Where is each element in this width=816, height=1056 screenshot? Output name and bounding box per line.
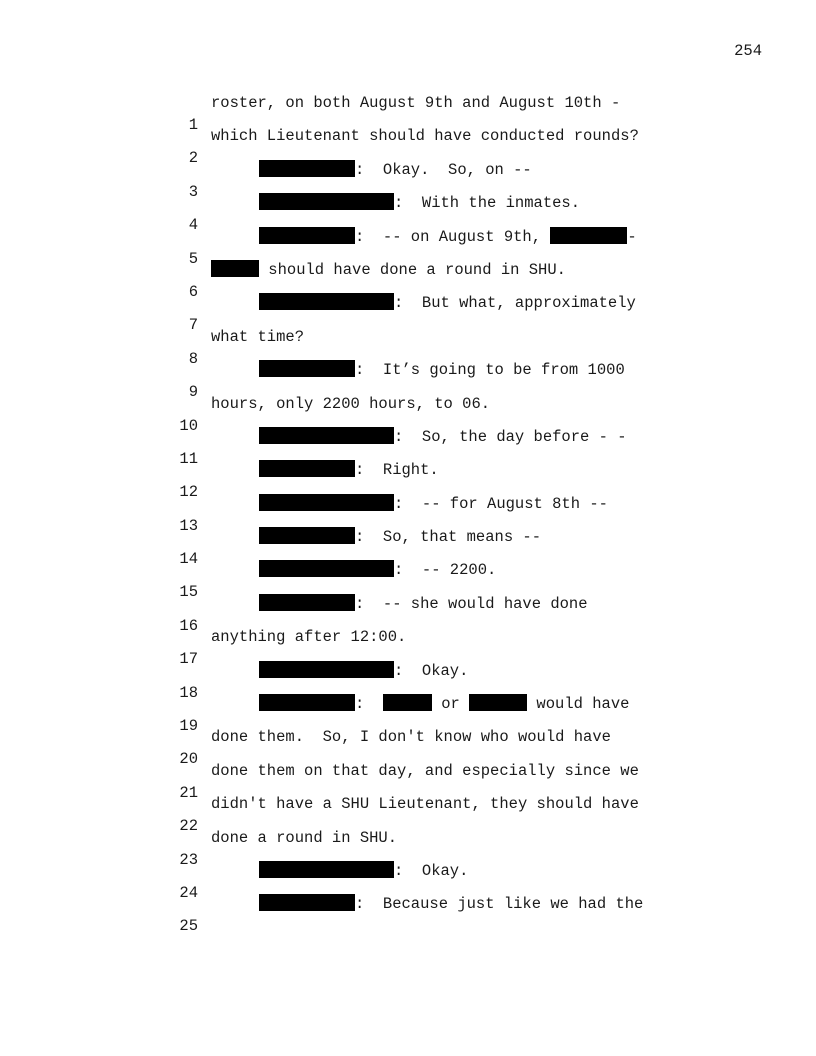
- line-number: 20: [179, 750, 198, 769]
- transcript-line: [170, 159, 730, 201]
- line-number: 21: [179, 783, 198, 802]
- redacted-speaker-name: [259, 694, 355, 711]
- line-text: : -- for August 8th --: [394, 494, 608, 513]
- line-number: 14: [179, 550, 198, 569]
- line-number: 2: [188, 149, 198, 168]
- redacted-speaker-name: [259, 193, 394, 210]
- transcript-line: [170, 426, 730, 468]
- transcript-line: [170, 326, 730, 368]
- line-number: 24: [179, 883, 198, 902]
- transcript-line: [170, 860, 730, 902]
- transcript-line: [170, 359, 730, 402]
- line-number: 13: [179, 516, 198, 535]
- line-text: hours, only 2200 hours, to 06.: [211, 394, 491, 413]
- transcript-line: [170, 793, 730, 836]
- line-number: 19: [179, 717, 198, 736]
- line-number: 8: [188, 349, 198, 368]
- line-number: 9: [188, 383, 198, 402]
- line-text: : Okay. So, on --: [355, 160, 532, 179]
- transcript-line: [170, 192, 730, 235]
- line-number: 25: [179, 917, 198, 936]
- transcript-line: [170, 226, 730, 268]
- line-text-tail: would have: [527, 695, 630, 714]
- line-text: : -- 2200.: [394, 561, 497, 580]
- line-number: 16: [179, 616, 198, 635]
- speaker-line: [259, 159, 532, 181]
- line-number: 1: [188, 116, 198, 134]
- line-text: done them on that day, and especially since we: [211, 761, 639, 780]
- line-text: should have done a round in SHU.: [259, 260, 566, 279]
- speaker-line: [259, 493, 608, 515]
- line-text: : -- on August 9th,: [355, 227, 551, 246]
- line-text: done a round in SHU.: [211, 828, 398, 847]
- speaker-line: [259, 693, 629, 715]
- transcript-line: [170, 893, 730, 936]
- transcript-line: [170, 92, 730, 134]
- speaker-line: [259, 526, 541, 548]
- line-with-redaction: [211, 259, 566, 281]
- line-number: 4: [188, 216, 198, 235]
- speaker-line: [259, 860, 468, 882]
- speaker-line: [259, 893, 643, 915]
- redacted-speaker-name: [259, 560, 394, 577]
- line-text-mid: or: [431, 695, 470, 714]
- transcript-line: [170, 626, 730, 669]
- line-number: 11: [179, 449, 198, 468]
- redacted-speaker-name: [259, 460, 355, 477]
- transcript-line: [170, 259, 730, 301]
- speaker-line: [259, 660, 468, 682]
- line-number: 10: [179, 416, 198, 435]
- line-text-tail: -: [627, 227, 637, 246]
- line-number: 3: [188, 182, 198, 201]
- transcript-line: [170, 593, 730, 635]
- line-text: : Right.: [355, 461, 439, 480]
- transcript-line: [170, 760, 730, 802]
- line-text: didn't have a SHU Lieutenant, they should have: [211, 795, 639, 814]
- line-text: : It’s going to be from 1000: [355, 361, 625, 380]
- line-text: : Because just like we had the: [355, 895, 644, 914]
- transcript-line: [170, 393, 730, 435]
- redacted-speaker-name: [259, 661, 394, 678]
- speaker-line: [259, 559, 496, 581]
- redacted-name: [469, 694, 527, 711]
- line-text: anything after 12:00.: [211, 628, 407, 647]
- transcript-line: [170, 726, 730, 769]
- redacted-speaker-name: [259, 160, 355, 177]
- speaker-line: [259, 593, 588, 615]
- redacted-speaker-name: [259, 227, 355, 244]
- transcript-line: [170, 526, 730, 569]
- line-text: which Lieutenant should have conducted rounds?: [211, 127, 639, 146]
- redacted-speaker-name: [259, 360, 355, 377]
- redacted-name: [211, 260, 259, 277]
- line-text: : But what, approximately: [394, 294, 636, 313]
- line-text: roster, on both August 9th and August 10th -: [211, 94, 621, 112]
- transcript-line: [170, 459, 730, 502]
- line-number: 15: [179, 583, 198, 602]
- redacted-speaker-name: [259, 594, 355, 611]
- speaker-line: [259, 292, 636, 314]
- speaker-line: [259, 192, 580, 214]
- transcript-line: [170, 292, 730, 335]
- redacted-speaker-name: [259, 894, 355, 911]
- line-text: :: [355, 695, 383, 714]
- line-text: : So, that means --: [355, 528, 542, 547]
- line-text: what time?: [211, 327, 305, 346]
- line-number: 17: [179, 650, 198, 669]
- redacted-speaker-name: [259, 293, 394, 310]
- speaker-line: [259, 359, 625, 381]
- line-number: 7: [188, 316, 198, 335]
- transcript-line: [170, 660, 730, 702]
- redacted-speaker-name: [259, 494, 394, 511]
- redacted-speaker-name: [259, 861, 394, 878]
- redacted-speaker-name: [259, 527, 355, 544]
- line-text: : Okay.: [394, 861, 469, 880]
- transcript-line: [170, 559, 730, 602]
- line-text: : -- she would have done: [355, 594, 588, 613]
- page-number: 254: [734, 42, 762, 60]
- transcript-line: [170, 125, 730, 168]
- line-number: 6: [188, 282, 198, 301]
- redacted-name: [550, 227, 627, 244]
- redacted-name: [383, 694, 432, 711]
- speaker-line: [259, 459, 439, 481]
- line-number: 12: [179, 483, 198, 502]
- line-number: 18: [179, 683, 198, 702]
- redacted-speaker-name: [259, 427, 394, 444]
- transcript-line: [170, 693, 730, 736]
- transcript-body: [170, 92, 730, 936]
- line-text: : Okay.: [394, 661, 469, 680]
- speaker-line: [259, 226, 637, 248]
- line-text: : With the inmates.: [394, 194, 581, 213]
- line-number: 22: [179, 817, 198, 836]
- speaker-line: [259, 426, 627, 448]
- transcript-line: [170, 493, 730, 535]
- line-text: : So, the day before - -: [394, 427, 627, 446]
- line-number: 5: [188, 249, 198, 268]
- line-text: done them. So, I don't know who would have: [211, 728, 611, 747]
- transcript-line: [170, 827, 730, 869]
- line-number: 23: [179, 850, 198, 869]
